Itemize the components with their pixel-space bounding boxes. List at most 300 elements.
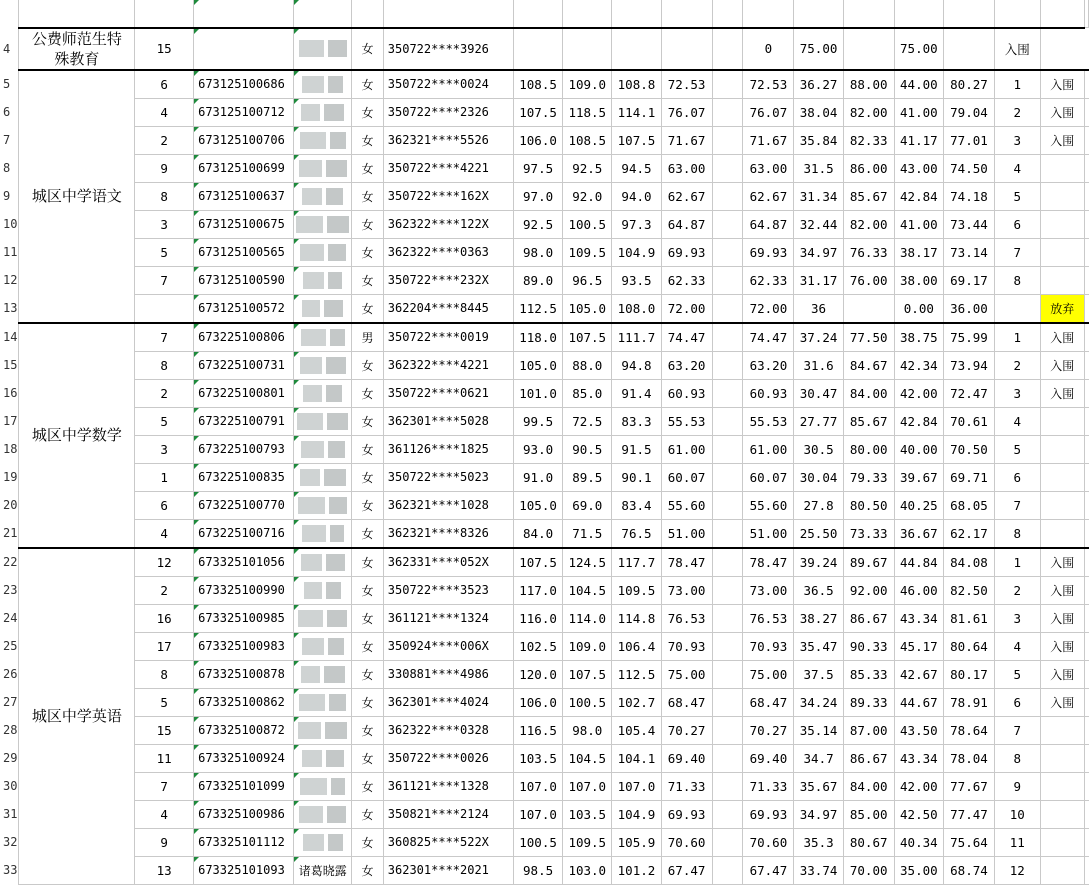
cell-score3[interactable]	[612, 744, 661, 772]
cell-name[interactable]	[294, 828, 352, 856]
cell-written-converted[interactable]	[661, 435, 712, 463]
cell-score1[interactable]	[513, 744, 562, 772]
cell-blank[interactable]	[712, 379, 743, 407]
cell-rank[interactable]	[995, 294, 1041, 323]
cell-blank[interactable]	[712, 266, 743, 294]
cell-ticket[interactable]	[194, 351, 294, 379]
cell-ticket[interactable]	[194, 435, 294, 463]
cell-score3[interactable]	[612, 28, 661, 70]
cell-interview-weighted[interactable]	[894, 632, 943, 660]
cell-gender[interactable]	[352, 716, 384, 744]
row-number[interactable]: 9	[0, 182, 19, 210]
cell-seq[interactable]	[135, 323, 194, 352]
cell-seq[interactable]	[135, 491, 194, 519]
cell-interview-weighted[interactable]	[894, 463, 943, 491]
cell-status[interactable]	[1040, 351, 1085, 379]
cell-blank[interactable]	[712, 491, 743, 519]
cell-gender[interactable]	[352, 828, 384, 856]
cell-interview[interactable]	[843, 238, 894, 266]
cell-seq[interactable]	[135, 70, 194, 99]
cell-written-converted[interactable]	[661, 154, 712, 182]
cell-score2[interactable]	[563, 126, 612, 154]
cell-interview[interactable]	[843, 800, 894, 828]
cell-idno[interactable]	[383, 828, 513, 856]
cell-score2[interactable]	[563, 28, 612, 70]
cell-name[interactable]	[294, 294, 352, 323]
cell-score2[interactable]	[563, 182, 612, 210]
cell-interview[interactable]	[843, 435, 894, 463]
category-cell[interactable]	[19, 548, 135, 885]
cell-idno[interactable]	[383, 491, 513, 519]
cell-idno[interactable]	[383, 266, 513, 294]
cell-blank[interactable]	[712, 688, 743, 716]
cell-interview[interactable]	[843, 126, 894, 154]
cell-rank[interactable]	[995, 182, 1041, 210]
cell-score3[interactable]	[612, 632, 661, 660]
cell-interview-weighted[interactable]	[894, 688, 943, 716]
cell-total[interactable]	[943, 294, 994, 323]
cell-written[interactable]	[743, 351, 794, 379]
cell-interview-weighted[interactable]	[894, 351, 943, 379]
cell-blank[interactable]	[712, 772, 743, 800]
cell-written-converted[interactable]	[661, 716, 712, 744]
cell-idno[interactable]	[383, 856, 513, 884]
cell-total[interactable]	[943, 407, 994, 435]
row-number[interactable]: 24	[0, 604, 19, 632]
cell-seq[interactable]	[135, 828, 194, 856]
cell-rank[interactable]	[995, 210, 1041, 238]
cell-written[interactable]	[743, 323, 794, 352]
cell-interview-weighted[interactable]	[894, 744, 943, 772]
cell-total[interactable]	[943, 772, 994, 800]
cell-interview-weighted[interactable]	[894, 238, 943, 266]
cell-rank[interactable]	[995, 0, 1041, 28]
cell-written[interactable]	[743, 800, 794, 828]
cell-written[interactable]	[743, 856, 794, 884]
cell-status[interactable]	[1040, 856, 1085, 884]
cell-score1[interactable]	[513, 182, 562, 210]
cell-written-weighted[interactable]	[794, 828, 843, 856]
cell-total[interactable]	[943, 323, 994, 352]
cell-written-weighted[interactable]	[794, 660, 843, 688]
cell-name[interactable]	[294, 772, 352, 800]
cell-written[interactable]	[743, 210, 794, 238]
cell-written[interactable]	[743, 435, 794, 463]
cell-score3[interactable]	[612, 548, 661, 577]
cell-score3[interactable]	[612, 98, 661, 126]
cell-score2[interactable]	[563, 548, 612, 577]
row-number[interactable]: 6	[0, 98, 19, 126]
cell-written[interactable]	[743, 238, 794, 266]
cell-seq[interactable]	[135, 435, 194, 463]
cell-status[interactable]	[1040, 126, 1085, 154]
cell-rank[interactable]	[995, 126, 1041, 154]
cell-written-converted[interactable]	[661, 800, 712, 828]
cell-score2[interactable]	[563, 154, 612, 182]
cell-rank[interactable]	[995, 379, 1041, 407]
cell-total[interactable]	[943, 463, 994, 491]
cell-written[interactable]	[743, 70, 794, 99]
cell-total[interactable]	[943, 604, 994, 632]
row-number[interactable]: 4	[0, 28, 19, 70]
cell-written-converted[interactable]	[661, 28, 712, 70]
cell-score1[interactable]	[513, 266, 562, 294]
cell-gender[interactable]	[352, 519, 384, 548]
cell-seq[interactable]	[135, 379, 194, 407]
row-number[interactable]: 7	[0, 126, 19, 154]
row-number[interactable]: 29	[0, 744, 19, 772]
cell-ticket[interactable]	[194, 70, 294, 99]
cell-seq[interactable]	[135, 688, 194, 716]
cell-score2[interactable]	[563, 323, 612, 352]
cell-score1[interactable]	[513, 351, 562, 379]
row-number[interactable]: 33	[0, 856, 19, 884]
cell-score1[interactable]	[513, 604, 562, 632]
cell-score1[interactable]	[513, 519, 562, 548]
cell-idno[interactable]	[383, 294, 513, 323]
cell-interview-weighted[interactable]	[894, 548, 943, 577]
cell-interview[interactable]	[843, 604, 894, 632]
cell-gender[interactable]	[352, 407, 384, 435]
cell-gender[interactable]	[352, 182, 384, 210]
cell-score1[interactable]	[513, 463, 562, 491]
cell-interview[interactable]	[843, 463, 894, 491]
cell-gender[interactable]	[352, 435, 384, 463]
cell-score3[interactable]	[612, 576, 661, 604]
cell-total[interactable]	[943, 266, 994, 294]
cell-score2[interactable]	[563, 828, 612, 856]
cell-score2[interactable]	[563, 294, 612, 323]
cell-score1[interactable]	[513, 28, 562, 70]
cell-written-weighted[interactable]	[794, 856, 843, 884]
cell-blank[interactable]	[712, 154, 743, 182]
cell-interview[interactable]	[843, 688, 894, 716]
cell-total[interactable]	[943, 28, 994, 70]
cell-rank[interactable]	[995, 491, 1041, 519]
cell-score1[interactable]	[513, 126, 562, 154]
cell-score3[interactable]	[612, 856, 661, 884]
cell-name[interactable]	[294, 856, 352, 884]
cell-written-weighted[interactable]	[794, 70, 843, 99]
cell-status[interactable]	[1040, 519, 1085, 548]
cell-score3[interactable]	[612, 407, 661, 435]
cell-ticket[interactable]	[194, 856, 294, 884]
cell-written-converted[interactable]	[661, 660, 712, 688]
cell-name[interactable]	[294, 351, 352, 379]
cell-score1[interactable]	[513, 688, 562, 716]
cell-interview-weighted[interactable]	[894, 716, 943, 744]
cell-written-weighted[interactable]	[794, 28, 843, 70]
cell-written-weighted[interactable]	[794, 716, 843, 744]
cell-idno[interactable]	[383, 772, 513, 800]
cell-gender[interactable]	[352, 323, 384, 352]
cell-seq[interactable]	[135, 266, 194, 294]
cell-score2[interactable]	[563, 379, 612, 407]
cell-score2[interactable]	[563, 98, 612, 126]
cell-gender[interactable]	[352, 463, 384, 491]
cell-interview-weighted[interactable]	[894, 294, 943, 323]
cell-interview-weighted[interactable]	[894, 70, 943, 99]
cell-blank[interactable]	[712, 716, 743, 744]
cell-written-converted[interactable]	[661, 576, 712, 604]
cell-score2[interactable]	[563, 632, 612, 660]
cell-interview-weighted[interactable]	[894, 182, 943, 210]
cell-interview[interactable]	[843, 548, 894, 577]
cell-blank[interactable]	[712, 519, 743, 548]
cell-written-weighted[interactable]	[794, 210, 843, 238]
cell-score3[interactable]	[612, 772, 661, 800]
cell-idno[interactable]	[383, 351, 513, 379]
row-number[interactable]: 13	[0, 294, 19, 323]
cell-score3[interactable]	[612, 351, 661, 379]
cell-idno[interactable]	[383, 576, 513, 604]
cell-gender[interactable]	[352, 604, 384, 632]
cell-name[interactable]	[294, 632, 352, 660]
cell-score3[interactable]	[612, 126, 661, 154]
cell-written[interactable]	[743, 632, 794, 660]
cell-total[interactable]	[943, 800, 994, 828]
cell-interview[interactable]	[843, 772, 894, 800]
cell-status[interactable]	[1040, 632, 1085, 660]
cell-interview-weighted[interactable]	[894, 772, 943, 800]
cell-gender[interactable]	[352, 688, 384, 716]
cell-score2[interactable]	[563, 576, 612, 604]
row-number[interactable]: 19	[0, 463, 19, 491]
cell-status[interactable]	[1040, 294, 1085, 323]
cell-blank[interactable]	[712, 856, 743, 884]
cell-name[interactable]	[294, 28, 352, 70]
cell-ticket[interactable]	[194, 519, 294, 548]
cell-idno[interactable]	[383, 0, 513, 28]
cell-ticket[interactable]	[194, 210, 294, 238]
cell-interview[interactable]	[843, 323, 894, 352]
cell-interview-weighted[interactable]	[894, 323, 943, 352]
cell-written-weighted[interactable]	[794, 323, 843, 352]
cell-score2[interactable]	[563, 604, 612, 632]
cell-total[interactable]	[943, 435, 994, 463]
cell-ticket[interactable]	[194, 800, 294, 828]
cell-rank[interactable]	[995, 463, 1041, 491]
cell-written-converted[interactable]	[661, 323, 712, 352]
cell-written-weighted[interactable]	[794, 548, 843, 577]
cell-written-converted[interactable]	[661, 379, 712, 407]
cell-category[interactable]	[19, 0, 135, 28]
cell-score3[interactable]	[612, 716, 661, 744]
cell-idno[interactable]	[383, 800, 513, 828]
cell-interview-weighted[interactable]	[894, 28, 943, 70]
cell-name[interactable]	[294, 323, 352, 352]
cell-written-converted[interactable]	[661, 519, 712, 548]
cell-gender[interactable]	[352, 238, 384, 266]
cell-score1[interactable]	[513, 632, 562, 660]
row-number[interactable]: 30	[0, 772, 19, 800]
cell-name[interactable]	[294, 210, 352, 238]
cell-rank[interactable]	[995, 351, 1041, 379]
cell-written-converted[interactable]	[661, 604, 712, 632]
cell-blank[interactable]	[712, 238, 743, 266]
cell-interview-weighted[interactable]	[894, 379, 943, 407]
cell-score2[interactable]	[563, 463, 612, 491]
cell-total[interactable]	[943, 126, 994, 154]
cell-score2[interactable]	[563, 435, 612, 463]
cell-name[interactable]	[294, 70, 352, 99]
cell-blank[interactable]	[712, 660, 743, 688]
cell-score3[interactable]	[612, 182, 661, 210]
cell-score2[interactable]	[563, 744, 612, 772]
cell-written-converted[interactable]	[661, 407, 712, 435]
cell-rank[interactable]	[995, 688, 1041, 716]
cell-idno[interactable]	[383, 379, 513, 407]
cell-blank[interactable]	[712, 828, 743, 856]
row-number[interactable]: 31	[0, 800, 19, 828]
cell-written-converted[interactable]	[661, 351, 712, 379]
cell-status[interactable]	[1040, 210, 1085, 238]
cell-written-converted[interactable]	[661, 126, 712, 154]
cell-total[interactable]	[943, 182, 994, 210]
cell-seq[interactable]	[135, 576, 194, 604]
cell-total[interactable]	[943, 576, 994, 604]
cell-score2[interactable]	[563, 351, 612, 379]
cell-gender[interactable]	[352, 744, 384, 772]
cell-score3[interactable]	[612, 70, 661, 99]
cell-name[interactable]	[294, 154, 352, 182]
row-number[interactable]: 20	[0, 491, 19, 519]
cell-idno[interactable]	[383, 660, 513, 688]
cell-rank[interactable]	[995, 744, 1041, 772]
cell-score1[interactable]	[513, 0, 562, 28]
cell-written[interactable]	[743, 154, 794, 182]
cell-interview-weighted[interactable]	[894, 800, 943, 828]
cell-written-weighted[interactable]	[794, 379, 843, 407]
cell-gender[interactable]	[352, 772, 384, 800]
cell-gender[interactable]	[352, 548, 384, 577]
cell-score3[interactable]	[612, 435, 661, 463]
cell-status[interactable]	[1040, 182, 1085, 210]
cell-status[interactable]	[1040, 744, 1085, 772]
cell-written[interactable]	[743, 379, 794, 407]
cell-score3[interactable]	[612, 210, 661, 238]
cell-gender[interactable]	[352, 28, 384, 70]
cell-written-converted[interactable]	[661, 688, 712, 716]
cell-written-converted[interactable]	[661, 210, 712, 238]
row-number[interactable]	[0, 0, 19, 28]
cell-status[interactable]	[1040, 548, 1085, 577]
cell-score2[interactable]	[563, 210, 612, 238]
cell-interview[interactable]	[843, 828, 894, 856]
cell-total[interactable]	[943, 828, 994, 856]
cell-status[interactable]	[1040, 716, 1085, 744]
cell-written-weighted[interactable]	[794, 126, 843, 154]
cell-interview[interactable]	[843, 491, 894, 519]
cell-interview[interactable]	[843, 716, 894, 744]
cell-idno[interactable]	[383, 744, 513, 772]
cell-seq[interactable]	[135, 210, 194, 238]
cell-score1[interactable]	[513, 98, 562, 126]
cell-written-converted[interactable]	[661, 266, 712, 294]
cell-idno[interactable]	[383, 210, 513, 238]
cell-status[interactable]	[1040, 407, 1085, 435]
cell-score2[interactable]	[563, 716, 612, 744]
cell-gender[interactable]	[352, 0, 384, 28]
cell-idno[interactable]	[383, 632, 513, 660]
cell-idno[interactable]	[383, 126, 513, 154]
cell-written[interactable]	[743, 28, 794, 70]
cell-rank[interactable]	[995, 800, 1041, 828]
cell-written[interactable]	[743, 491, 794, 519]
cell-score2[interactable]	[563, 407, 612, 435]
cell-score3[interactable]	[612, 238, 661, 266]
cell-score3[interactable]	[612, 660, 661, 688]
cell-blank[interactable]	[712, 800, 743, 828]
cell-seq[interactable]	[135, 604, 194, 632]
cell-score1[interactable]	[513, 70, 562, 99]
cell-written[interactable]	[743, 294, 794, 323]
cell-ticket[interactable]	[194, 323, 294, 352]
cell-blank[interactable]	[712, 744, 743, 772]
cell-written[interactable]	[743, 744, 794, 772]
cell-ticket[interactable]	[194, 828, 294, 856]
cell-written[interactable]	[743, 576, 794, 604]
row-number[interactable]: 16	[0, 379, 19, 407]
row-number[interactable]: 23	[0, 576, 19, 604]
cell-status[interactable]	[1040, 435, 1085, 463]
cell-rank[interactable]	[995, 604, 1041, 632]
cell-ticket[interactable]	[194, 238, 294, 266]
cell-rank[interactable]	[995, 716, 1041, 744]
cell-interview[interactable]	[843, 266, 894, 294]
cell-gender[interactable]	[352, 98, 384, 126]
cell-blank[interactable]	[712, 548, 743, 577]
cell-interview-weighted[interactable]	[894, 98, 943, 126]
cell-total[interactable]	[943, 491, 994, 519]
cell-score1[interactable]	[513, 407, 562, 435]
cell-gender[interactable]	[352, 632, 384, 660]
cell-rank[interactable]	[995, 772, 1041, 800]
cell-interview[interactable]	[843, 407, 894, 435]
cell-gender[interactable]	[352, 266, 384, 294]
cell-score2[interactable]	[563, 238, 612, 266]
cell-seq[interactable]	[135, 548, 194, 577]
cell-blank[interactable]	[712, 126, 743, 154]
cell-written-converted[interactable]	[661, 238, 712, 266]
cell-ticket[interactable]	[194, 266, 294, 294]
cell-name[interactable]	[294, 182, 352, 210]
cell-score2[interactable]	[563, 800, 612, 828]
cell-ticket[interactable]	[194, 182, 294, 210]
cell-status[interactable]	[1040, 491, 1085, 519]
cell-total[interactable]	[943, 154, 994, 182]
cell-interview-weighted[interactable]	[894, 828, 943, 856]
cell-status[interactable]	[1040, 323, 1085, 352]
cell-written[interactable]	[743, 463, 794, 491]
cell-name[interactable]	[294, 688, 352, 716]
cell-seq[interactable]	[135, 519, 194, 548]
cell-written[interactable]	[743, 660, 794, 688]
cell-written-weighted[interactable]	[794, 351, 843, 379]
cell-written-converted[interactable]	[661, 98, 712, 126]
cell-status[interactable]	[1040, 463, 1085, 491]
cell-name[interactable]	[294, 126, 352, 154]
cell-score3[interactable]	[612, 463, 661, 491]
cell-score1[interactable]	[513, 491, 562, 519]
cell-gender[interactable]	[352, 491, 384, 519]
cell-name[interactable]	[294, 98, 352, 126]
cell-blank[interactable]	[712, 632, 743, 660]
cell-score2[interactable]	[563, 856, 612, 884]
cell-interview[interactable]	[843, 576, 894, 604]
cell-ticket[interactable]	[194, 294, 294, 323]
cell-idno[interactable]	[383, 407, 513, 435]
